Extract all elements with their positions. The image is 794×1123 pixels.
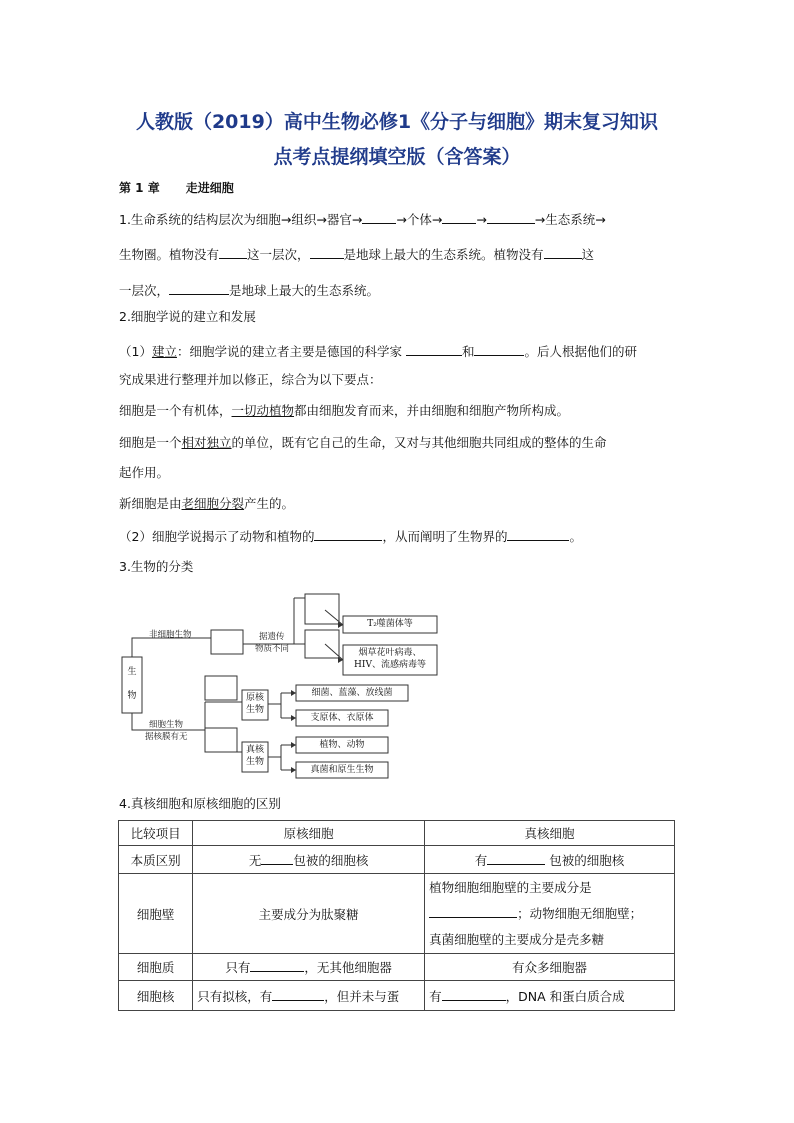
q2-point-2: 细胞是一个相对独立的单位，既有它自己的生命，又对与其他细胞共同组成的整体的生命 bbox=[119, 435, 607, 450]
q2-heading: 2.细胞学说的建立和发展 bbox=[119, 309, 256, 324]
cell-label-1: 细胞生物 bbox=[149, 720, 184, 730]
chapter-heading bbox=[119, 179, 260, 196]
blank[interactable] bbox=[169, 283, 229, 295]
plant-animal-label: 植物、动物 bbox=[319, 740, 365, 750]
cell-label-2: 据核膜有无 bbox=[145, 732, 188, 742]
table-row: 细胞壁 主要成分为肽聚糖 植物细胞细胞壁的主要成分是 ；动物细胞无细胞壁； 真菌细胞壁的主要成分是壳多糖 bbox=[119, 874, 675, 954]
q3-heading: 3.生物的分类 bbox=[119, 559, 194, 574]
blank[interactable] bbox=[314, 529, 382, 541]
blank[interactable] bbox=[310, 247, 344, 259]
q2-point-3: 新细胞是由老细胞分裂产生的。 bbox=[119, 496, 295, 511]
blank[interactable] bbox=[507, 529, 569, 541]
q2-s1-line-1: （1）建立：细胞学说的建立者主要是德国的科学家 和 。后人根据他们的研 bbox=[119, 344, 637, 359]
q2-point-2-line-2: 起作用。 bbox=[119, 465, 170, 480]
root-label-2: 物 bbox=[127, 691, 137, 701]
q2-s2: （2）细胞学说揭示了动物和植物的 ，从而阐明了生物界的 。 bbox=[119, 529, 582, 544]
blank[interactable] bbox=[544, 247, 582, 259]
q1-line-3: 一层次， 是地球上最大的生态系统。 bbox=[119, 283, 380, 298]
blank[interactable] bbox=[272, 989, 324, 1001]
prok-label-1: 原核 bbox=[245, 693, 264, 703]
q4-heading: 4.真核细胞和原核细胞的区别 bbox=[119, 796, 281, 811]
table-row: 本质区别 无 包被的细胞核 有 包被的细胞核 bbox=[119, 846, 675, 874]
root-box bbox=[122, 657, 142, 713]
table-row: 细胞核 只有拟核，有 ，但并未与蛋 有 ，DNA 和蛋白质合成 bbox=[119, 981, 675, 1011]
chapter-name: 走进细胞 bbox=[185, 181, 234, 195]
genetic-label-1: 据遗传 bbox=[259, 632, 285, 642]
euk-label-2: 生物 bbox=[245, 757, 264, 767]
blank[interactable] bbox=[250, 960, 304, 972]
bacteria-label: 细菌、蓝藻、放线菌 bbox=[311, 688, 393, 698]
comparison-table bbox=[118, 820, 675, 1011]
blank[interactable] bbox=[442, 989, 506, 1001]
classification-diagram bbox=[119, 592, 449, 782]
root-label-1: 生 bbox=[127, 667, 137, 677]
q2-point-1: 细胞是一个有机体，一切动植物都由细胞发育而来，并由细胞和细胞产物所构成。 bbox=[119, 403, 570, 418]
table-header-row bbox=[119, 821, 675, 846]
header-cell: 比较项目 bbox=[119, 821, 193, 846]
blank[interactable] bbox=[487, 853, 545, 865]
blank[interactable] bbox=[487, 212, 535, 224]
q2-s1-line-2: 究成果进行整理并加以修正，综合为以下要点： bbox=[119, 372, 382, 387]
document-title-line-1: 人教版（2019）高中生物必修1《分子与细胞》期末复习知识 bbox=[135, 111, 659, 133]
mycoplasma-label: 支原体、衣原体 bbox=[310, 713, 374, 723]
blank[interactable] bbox=[406, 344, 462, 356]
blank[interactable] bbox=[261, 853, 293, 865]
q1-line-2: 生物圈。植物没有 这一层次， 是地球上最大的生态系统。植物没有 这 bbox=[119, 247, 595, 262]
genetic-label-2: 物质不同 bbox=[255, 644, 290, 654]
blank[interactable] bbox=[362, 212, 396, 224]
noncell-label: 非细胞生物 bbox=[149, 630, 192, 640]
fungi-label: 真菌和原生生物 bbox=[310, 765, 374, 775]
header-cell: 原核细胞 bbox=[193, 821, 425, 846]
prok-label-2: 生物 bbox=[245, 705, 264, 715]
header-cell: 真核细胞 bbox=[425, 821, 675, 846]
blank[interactable] bbox=[219, 247, 247, 259]
chapter-number: 第 1 章 bbox=[119, 181, 160, 195]
document-title-line-2: 点考点提纲填空版（含答案） bbox=[273, 146, 521, 168]
t2-phage-label: T₂噬菌体等 bbox=[367, 619, 413, 629]
q1-line-1: 1.生命系统的结构层次为细胞→组织→器官→ →个体→ → →生态系统→ bbox=[119, 212, 606, 227]
table-row: 细胞质 只有 ，无其他细胞器 有众多细胞器 bbox=[119, 954, 675, 981]
tmv-label-1: 烟草花叶病毒、 bbox=[358, 648, 422, 658]
tmv-label-2: HIV、流感病毒等 bbox=[354, 660, 426, 670]
blank[interactable] bbox=[442, 212, 476, 224]
noncell-box bbox=[211, 630, 243, 654]
blank[interactable] bbox=[474, 344, 524, 356]
blank[interactable] bbox=[429, 906, 517, 918]
euk-label-1: 真核 bbox=[245, 745, 264, 755]
